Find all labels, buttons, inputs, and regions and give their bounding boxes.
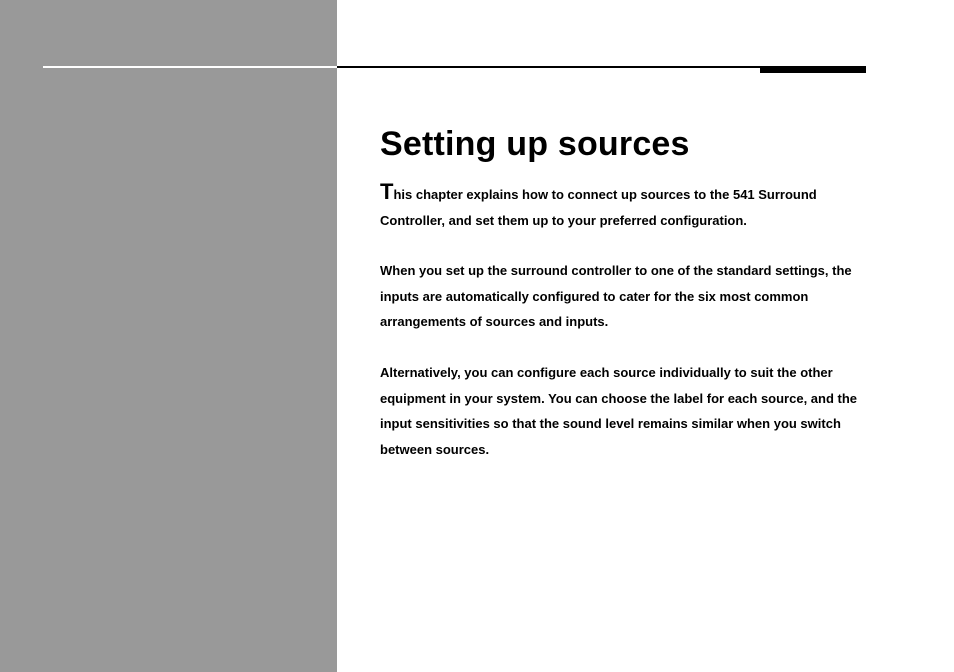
standard-settings-paragraph: When you set up the surround controller to one of the standard settings, the inputs are automatically configured to cater for the six most common arrangements of sources and inputs. [380,263,852,330]
drop-cap: T [380,179,394,204]
intro-paragraph-text: his chapter explains how to connect up sources to the 541 Surround Controller, and set them up to your preferred configuration. [380,187,817,228]
chapter-content [380,122,870,462]
header-rule-light [43,66,337,68]
intro-paragraph [380,179,870,233]
header-rule-dark [337,66,761,68]
grey-side-panel [0,0,337,672]
individual-config-paragraph: Alternatively, you can configure each source individually to suit the other equipment in your system. You can choose the label for each source, and the input sensitivities so that the sound level remains similar when you switch between sources. [380,364,858,457]
chapter-title: Setting up sources [380,125,690,163]
header-rule-tab [760,66,866,73]
